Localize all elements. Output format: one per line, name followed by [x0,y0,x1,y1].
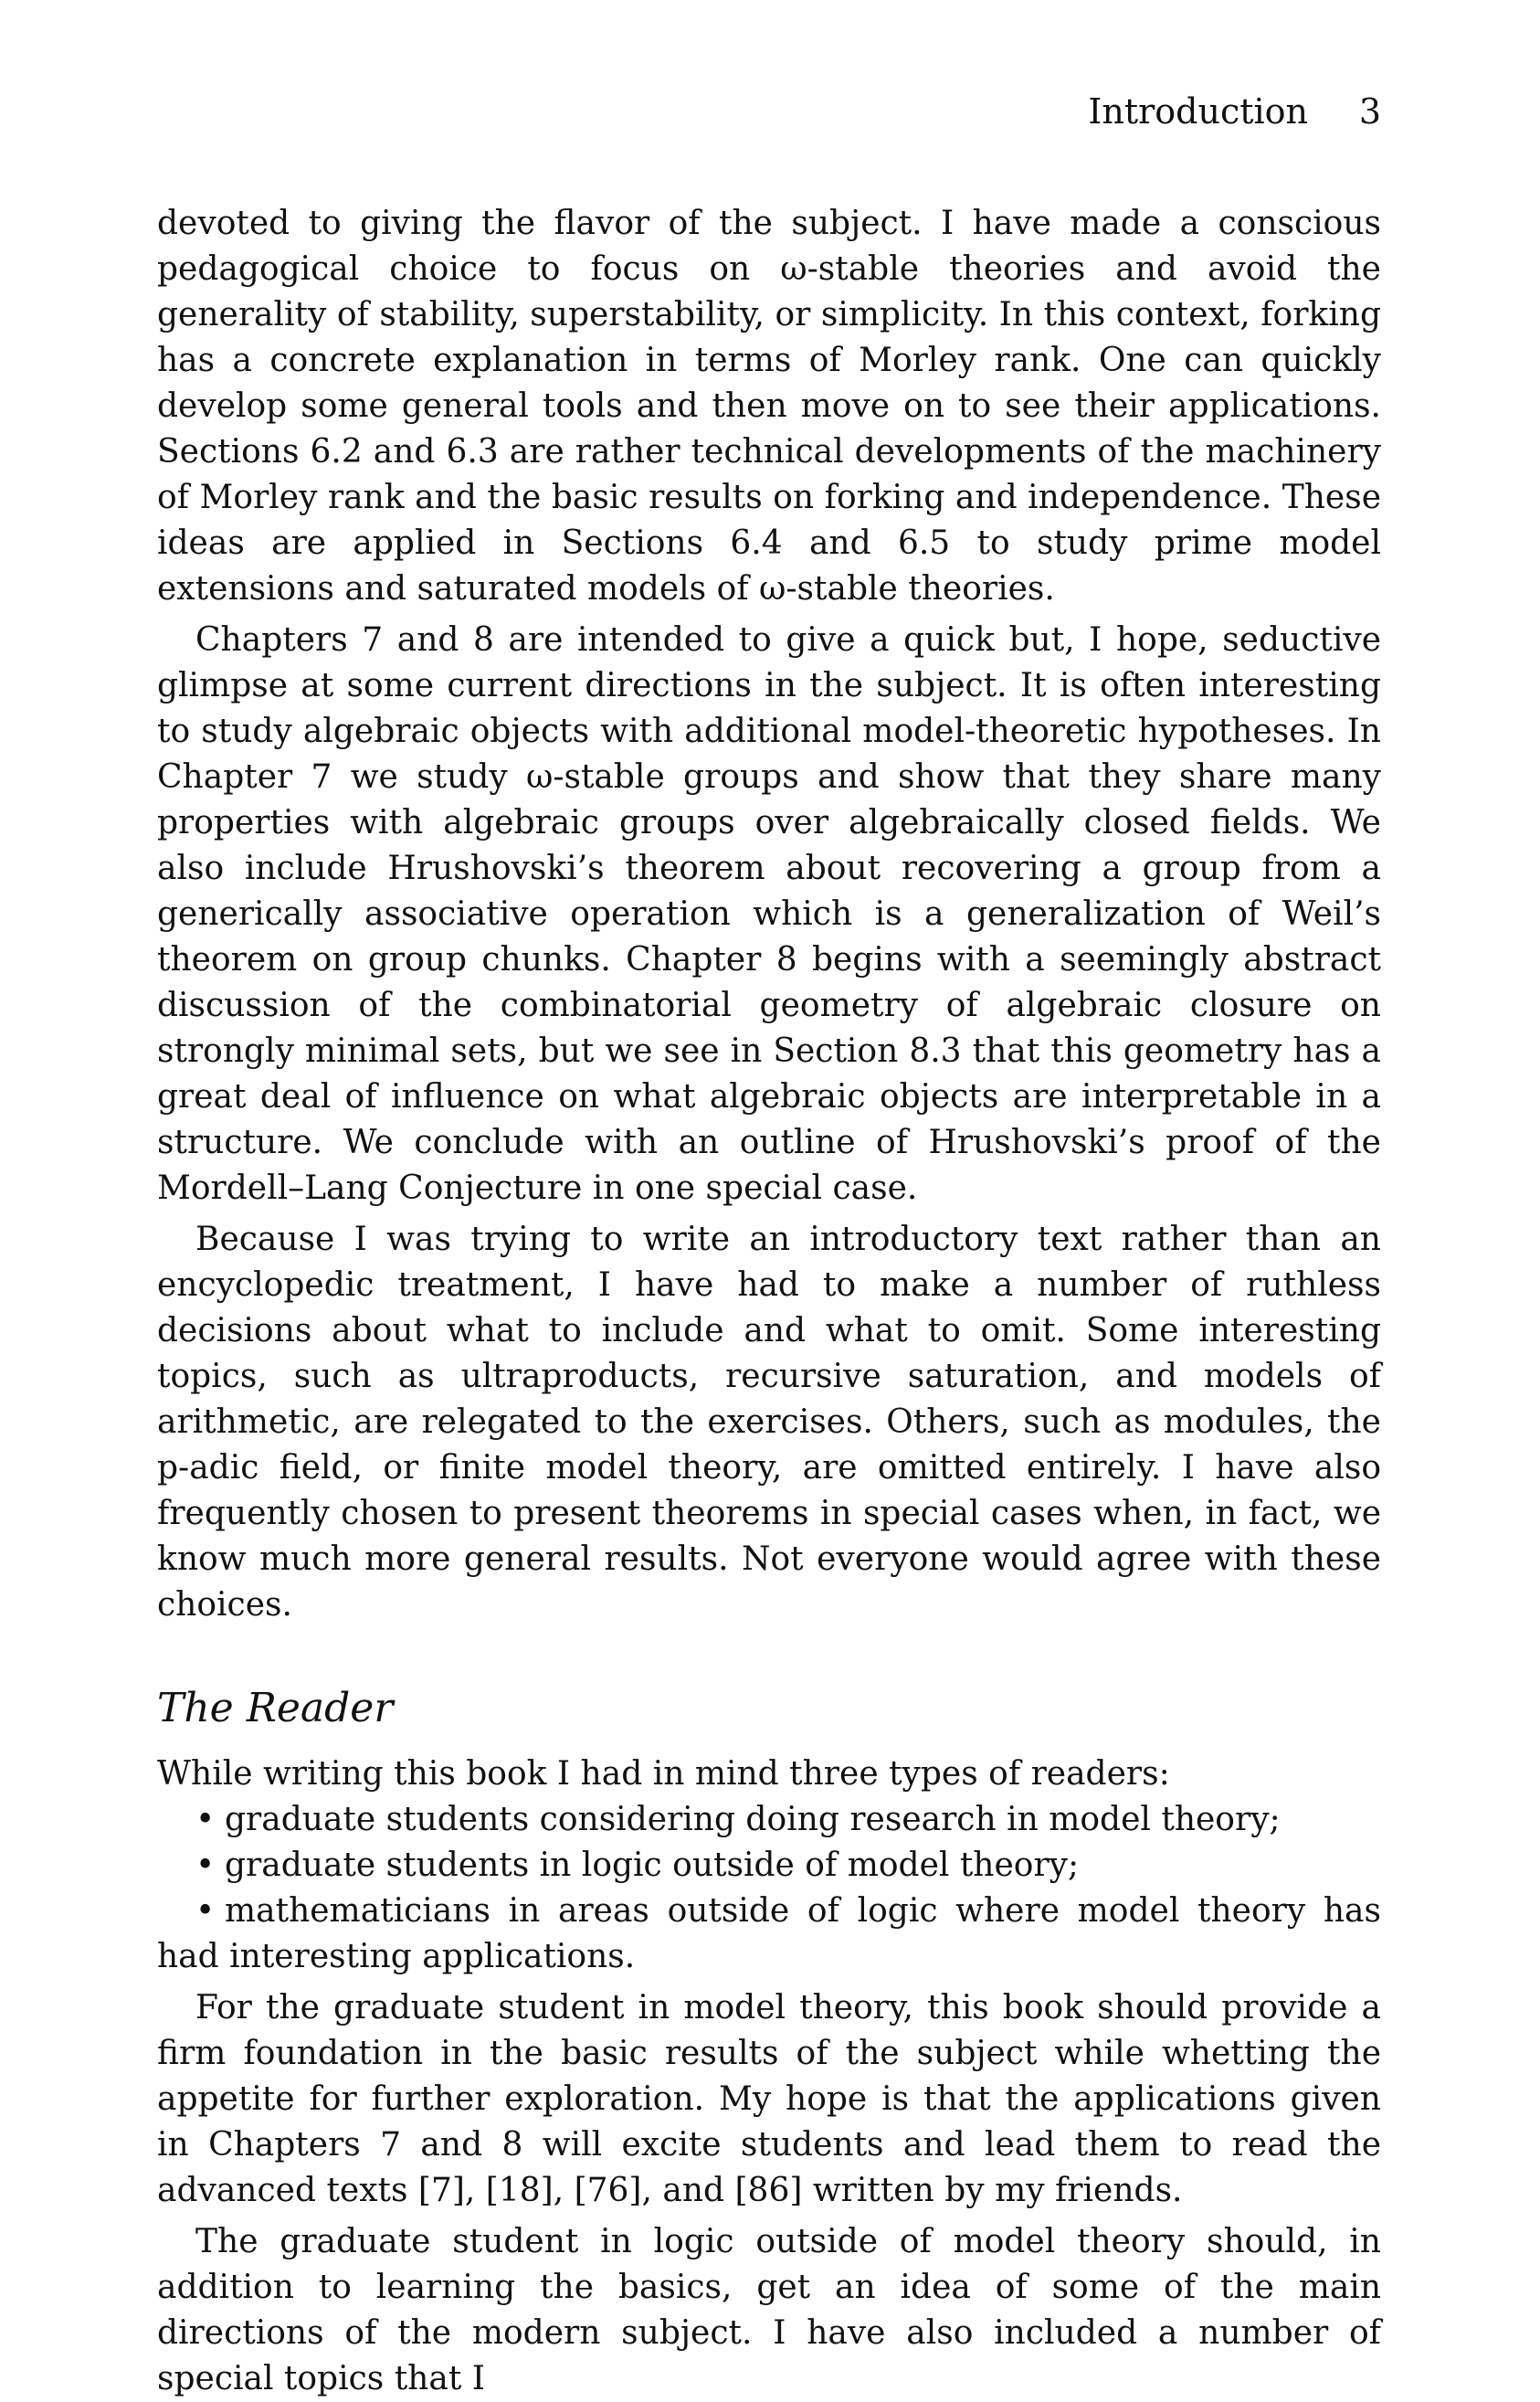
paragraph-logic-student: The graduate student in logic outside of model theory should, in addition to learning the basics, get an idea of some of the main directions of the modern subject. I have also included a number of special topics that I [157,2223,1381,2397]
page-number: 3 [1358,91,1381,132]
section-heading: The Reader [157,1685,394,1731]
list-item-text: graduate students in logic outside of model theory; [225,1846,1080,1884]
list-item-text: graduate students considering doing research in model theory; [225,1801,1281,1838]
running-head-title: Introduction [1088,91,1308,132]
bullet-icon: • [195,1846,216,1884]
running-head [157,91,1381,148]
paragraph-ruthless-decisions: Because I was trying to write an introductory text rather than an encyclopedic treatment, I have had to make a number of ruthless decisions about what to include and what to omit. Some interesting topics, such as ultraproducts, recursive saturation, and models of arithmetic, are relegated to the exercises. Others, such as modules, the p-adic field, or finite model theory, are omitted entirely. I have also frequently chosen to present theorems in special cases when, in fact, we know much more general results. Not everyone would agree with these choices. [157,1221,1381,1624]
paragraph-model-theory-student: For the graduate student in model theory, this book should provide a firm foundation in the basic results of the subject while whetting the appetite for further exploration. My hope is that the applications given in Chapters 7 and 8 will excite students and lead them to read the advanced texts [7], [18], [76], and [86] written by my friends. [157,1989,1381,2209]
page-body [157,201,1381,2402]
bullet-icon: • [195,1801,216,1838]
bullet-icon: • [195,1892,216,1930]
paragraph-continuation: devoted to giving the flavor of the subject. I have made a conscious pedagogical choice to focus on ω-stable theories and avoid the generality of stability, superstability, or simplicity. In this context, forking has a concrete explanation in terms of Morley rank. One can quickly develop some general tools and then move on to see their applications. Sections 6.2 and 6.3 are rather technical developments of the machinery of Morley rank and the basic results on forking and independence. These ideas are applied in Sections 6.4 and 6.5 to study prime model extensions and saturated models of ω-stable theories. [157,205,1381,608]
paragraph-chapters-7-8: Chapters 7 and 8 are intended to give a quick but, I hope, seductive glimpse at some current directions in the subject. It is often interesting to study algebraic objects with additional model-theoretic hypotheses. In Chapter 7 we study ω-stable groups and show that they share many properties with algebraic groups over algebraically closed fields. We also include Hrushovski’s theorem about recovering a group from a generically associative operation which is a generalization of Weil’s theorem on group chunks. Chapter 8 begins with a seemingly abstract discussion of the combinatorial geometry of algebraic closure on strongly minimal sets, but we see in Section 8.3 that this geometry has a great deal of influence on what algebraic objects are interpretable in a structure. We conclude with an outline of Hrushovski’s proof of the Mordell–Lang Conjecture in one special case. [157,621,1381,1207]
list-item-text: mathematicians in areas outside of logic where model theory has had interesting applications. [157,1892,1381,1975]
list-item [157,1843,1381,1889]
book-page [157,91,1381,2402]
section-intro: While writing this book I had in mind three types of readers: [157,1755,1170,1793]
list-item [157,1797,1381,1843]
list-item [157,1889,1381,1980]
